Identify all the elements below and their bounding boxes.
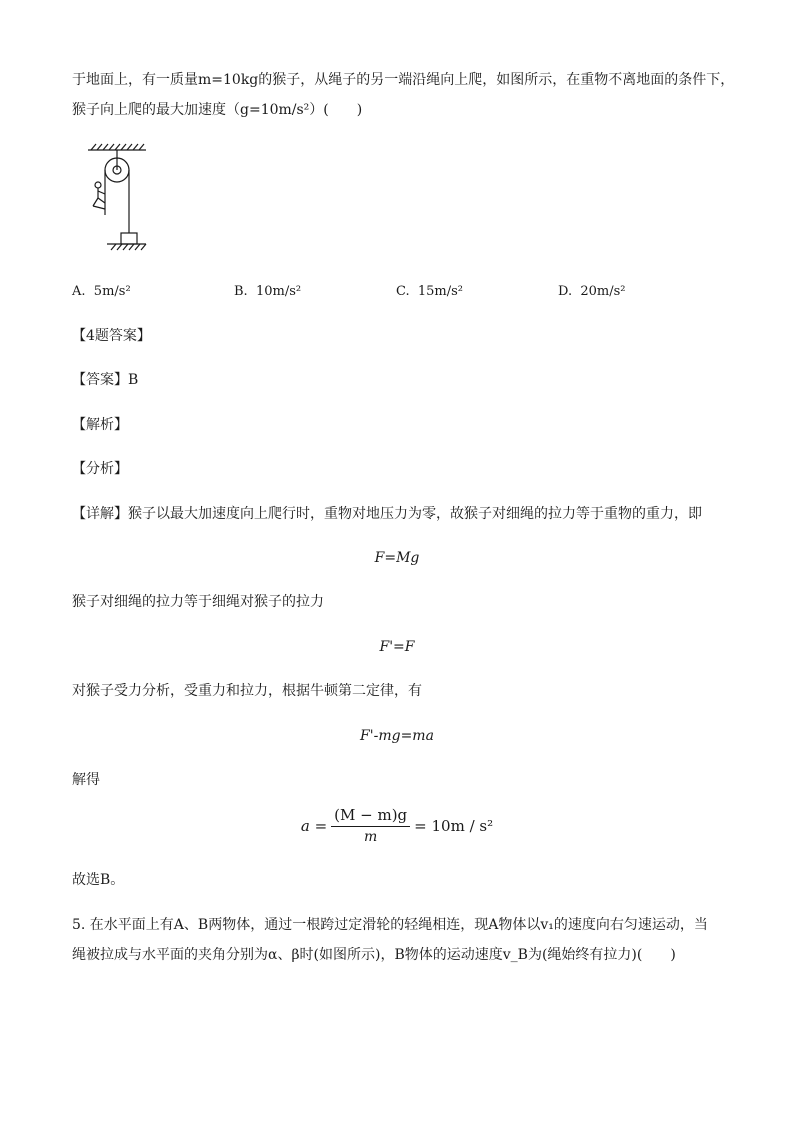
pulley-monkey-diagram (86, 143, 148, 251)
eq4-numerator: (M − m)g (331, 806, 410, 827)
option-d: D. 20m/s² (558, 284, 626, 299)
equation-2: F'=F (379, 639, 415, 655)
eq4-lhs: a = (300, 816, 328, 835)
detail-text: 猴子以最大加速度向上爬行时，重物对地压力为零，故猴子对细绳的拉力等于重物的重力，即 (128, 506, 702, 522)
option-b: B. 10m/s² (234, 284, 302, 299)
answer-value: B (128, 372, 139, 388)
option-c: C. 15m/s² (396, 284, 464, 299)
answer-line (72, 370, 138, 390)
solve-label: 解得 (72, 772, 100, 788)
answer-section-title: 【4题答案】 (72, 328, 151, 344)
explanation-text-2: 猴子对细绳的拉力等于细绳对猴子的拉力 (72, 594, 324, 610)
explanation-text-3: 对猴子受力分析，受重力和拉力，根据牛顿第二定律，有 (72, 683, 422, 699)
eq4-denominator: m (364, 829, 378, 845)
detail-tag: 【详解】 (72, 506, 128, 522)
conclusion-text: 故选B。 (72, 872, 125, 888)
ceiling-hatching (91, 144, 144, 150)
option-a: A. 5m/s² (72, 284, 131, 299)
answer-tag: 【答案】 (72, 372, 128, 388)
ground-hatching (111, 244, 146, 250)
weight-block (121, 233, 137, 244)
equation-3: F'-mg=ma (360, 728, 434, 744)
equation-1: F=Mg (374, 550, 420, 566)
monkey-figure (93, 182, 105, 209)
equation-4 (0, 806, 794, 845)
question-4-stem-line-1: 于地面上，有一质量m=10kg的猴子，从绳子的另一端沿绳向上爬，如图所示，在重物不离地面的条件下， (72, 72, 735, 88)
eq4-fraction (331, 806, 410, 845)
fenxi-tag: 【分析】 (72, 461, 128, 477)
question-4-stem-line-2: 猴子向上爬的最大加速度（g=10m/s²）( ) (72, 102, 363, 118)
analysis-tag: 【解析】 (72, 417, 128, 433)
question-5-line-2: 绳被拉成与水平面的夹角分别为α、β时(如图所示)，B物体的运动速度v_B为(绳始终有拉力)( ) (72, 947, 676, 963)
eq4-rhs: = 10m / s² (414, 816, 494, 835)
detail-line (72, 504, 702, 524)
question-5-line-1: 5. 在水平面上有A、B两物体，通过一根跨过定滑轮的轻绳相连，现A物体以v₁的速度向右匀速运动，当 (72, 917, 708, 933)
